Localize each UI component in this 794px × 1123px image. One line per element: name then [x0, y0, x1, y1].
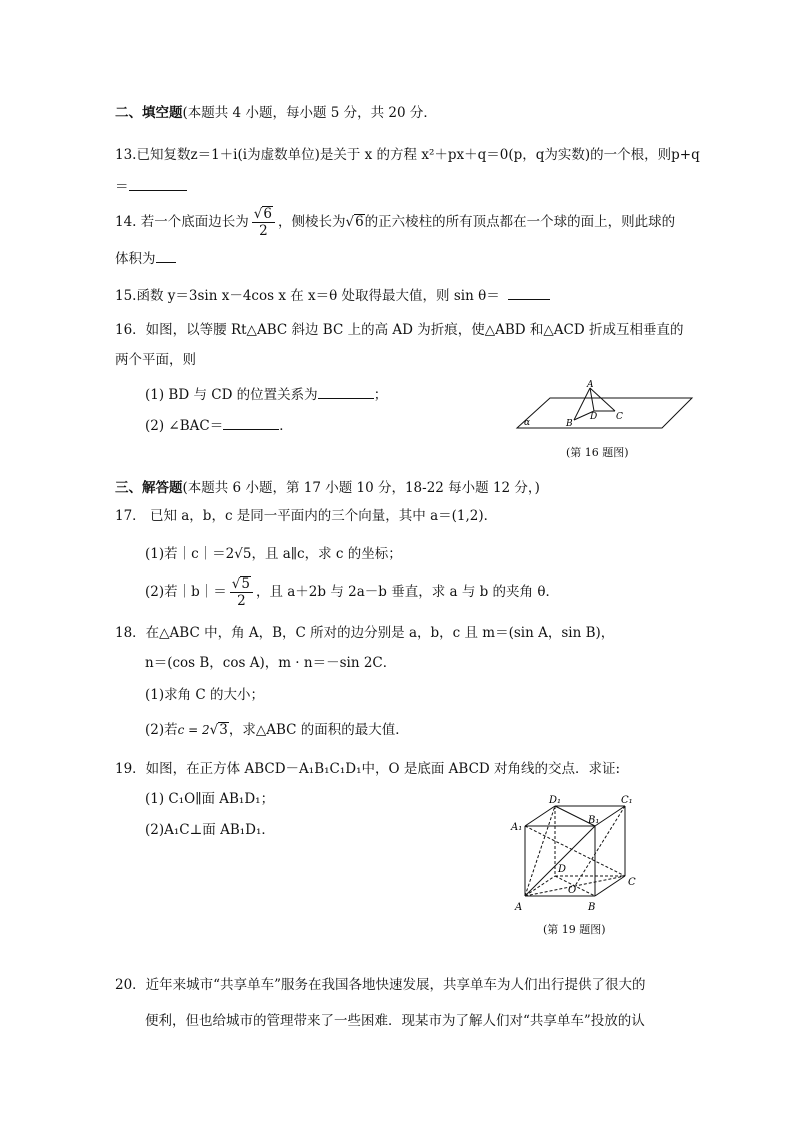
q16-p2-blank [223, 415, 279, 430]
q17-line1: 17． 已知 a，b，c 是同一平面内的三个向量，其中 a＝(1,2)． [115, 508, 498, 524]
q16-label-D: D [590, 412, 598, 422]
section3-heading [115, 478, 540, 498]
q18-p2-radicand: 3 [219, 722, 228, 738]
q13-line2 [115, 176, 187, 197]
q16-part1 [145, 384, 387, 405]
q16-part2 [145, 415, 293, 436]
q19-label-A1: A₁ [511, 822, 523, 833]
q19-cube-figure [505, 792, 655, 914]
cube-diag-AB1 [525, 826, 595, 896]
q17-part2 [145, 575, 559, 609]
q16-p2-text: (2) ∠BAC＝ [145, 418, 224, 434]
q19-caption: (第 19 题图) [543, 923, 606, 936]
q19-part1: (1) C₁O∥面 AB₁D₁； [145, 791, 275, 807]
q17-fraction: $\frac{√5}{2}$ [230, 576, 253, 609]
q16-p1-text: (1) BD 与 CD 的位置关系为 [145, 387, 318, 403]
q19-label-D: D [558, 864, 567, 875]
q16-label-C: C [616, 412, 623, 422]
q17-p2-post: ，且 a＋2b 与 2a－b 垂直，求 a 与 b 的夹角 θ． [255, 584, 559, 600]
q20-line2: 便利，但也给城市的管理带来了一些困难．现某市为了解人们对“共享单车”投放的认 [145, 1013, 645, 1029]
q15-answer-blank [508, 285, 550, 300]
q18-p2-post: ，求△ABC 的面积的最大值． [228, 722, 409, 738]
q14-line2 [115, 248, 176, 269]
q13-eq: ＝ [115, 179, 129, 195]
q16-plane [517, 398, 692, 428]
q16-p1-end: ； [373, 387, 388, 403]
q16-label-alpha: α [524, 418, 531, 428]
q17-frac-num: 5 [241, 576, 250, 592]
q19-label-B: B [588, 902, 596, 913]
q14-volume-label: 体积为 [115, 251, 156, 267]
q18-part1: (1)求角 C 的大小； [145, 687, 265, 703]
q14-answer-blank [156, 248, 176, 263]
q17-frac-den: 2 [237, 593, 246, 609]
q16-edge-AB [574, 388, 590, 420]
section3-title: 三、解答题 [115, 480, 183, 496]
q19-label-C1: C₁ [621, 795, 633, 806]
q14-pre: 14. 若一个底面边长为 [115, 214, 249, 230]
q16-p2-end: ． [279, 418, 293, 434]
q20-line1: 20．近年来城市“共享单车”服务在我国各地快速发展，共享单车为人们出行提供了很大的 [115, 977, 646, 993]
q19-label-D1: D₁ [549, 795, 562, 806]
q14-frac-den: 2 [259, 223, 268, 239]
q18-p2-pre: (2)若 [145, 722, 178, 738]
q14-radicand: 6 [355, 214, 364, 230]
q16-figure [512, 378, 702, 433]
q19-label-C: C [628, 877, 636, 888]
q18-line2: n＝(cos B，cos A)，m · n＝－sin 2C． [145, 655, 397, 671]
section3-desc: (本题共 6 小题，第 17 小题 10 分，18-22 每小题 12 分，) [182, 480, 540, 496]
q19-label-B1: B₁ [588, 815, 600, 826]
q18-line1: 18．在△ABC 中，角 A，B，C 所对的边分别是 a，b，c 且 m＝(sin A，sin B)， [115, 625, 615, 641]
q19-line1: 19．如图，在正方体 ABCD－A₁B₁C₁D₁中，O 是底面 ABCD 对角线的交点．求证: [115, 761, 621, 777]
cube-hidden-AD1 [525, 806, 555, 896]
q16-p1-blank [318, 384, 374, 399]
q15-text: 15.函数 y＝3sin x－4cos x 在 x＝θ 处取得最大值，则 sin θ＝ [115, 288, 500, 304]
q19-part2: (2)A₁C⊥面 AB₁D₁． [145, 822, 275, 838]
cube-edge-C1B1 [595, 806, 625, 826]
section2-desc: (本题共 4 小题，每小题 5 分，共 20 分． [182, 105, 437, 121]
q18-part2: (2)若c = 2√3，求△ABC 的面积的最大值． [145, 722, 409, 738]
q16-line1: 16．如图，以等腰 Rt△ABC 斜边 BC 上的高 AD 为折痕，使△ABD 和△ACD 折成互相垂直的 [115, 322, 684, 338]
q14-frac-num: 6 [263, 206, 272, 222]
q14-line1: 14. 若一个底面边长为 $\frac{√6}{2}$ ，侧棱长为√6的正六棱柱的所有顶点都在一个球的面上，则此球的 [115, 206, 676, 239]
cube-hidden-C1O [575, 806, 625, 886]
q19-label-O: O [568, 885, 577, 896]
q16-label-B: B [566, 419, 573, 429]
section2-title: 二、填空题 [115, 105, 183, 121]
q17-p2-pre: (2)若｜b｜＝ [145, 584, 227, 600]
q14-mid: ，侧棱长为 [277, 214, 346, 230]
q14-fraction: $\frac{√6}{2}$ [252, 206, 275, 239]
q16-label-A: A [587, 380, 594, 390]
q14-post: 的正六棱柱的所有顶点都在一个球的面上，则此球的 [364, 214, 676, 230]
q16-caption: (第 16 题图) [566, 446, 629, 459]
q15-line [115, 285, 550, 306]
cube-edge-A1D1 [525, 806, 555, 826]
q17-part1: (1)若｜c｜＝2√5，且 a∥c，求 c 的坐标； [145, 546, 402, 562]
q19-label-A: A [515, 902, 523, 913]
q18-p2-c: c = 2 [177, 723, 210, 737]
section2-heading [115, 103, 437, 123]
q13-line1: 13.已知复数z＝1＋i(i为虚数单位)是关于 x 的方程 x²＋px＋q＝0(p，q为实数)的一个根，则p+q [115, 147, 700, 163]
q13-answer-blank [129, 176, 187, 191]
q16-line2: 两个平面，则 [115, 352, 196, 368]
